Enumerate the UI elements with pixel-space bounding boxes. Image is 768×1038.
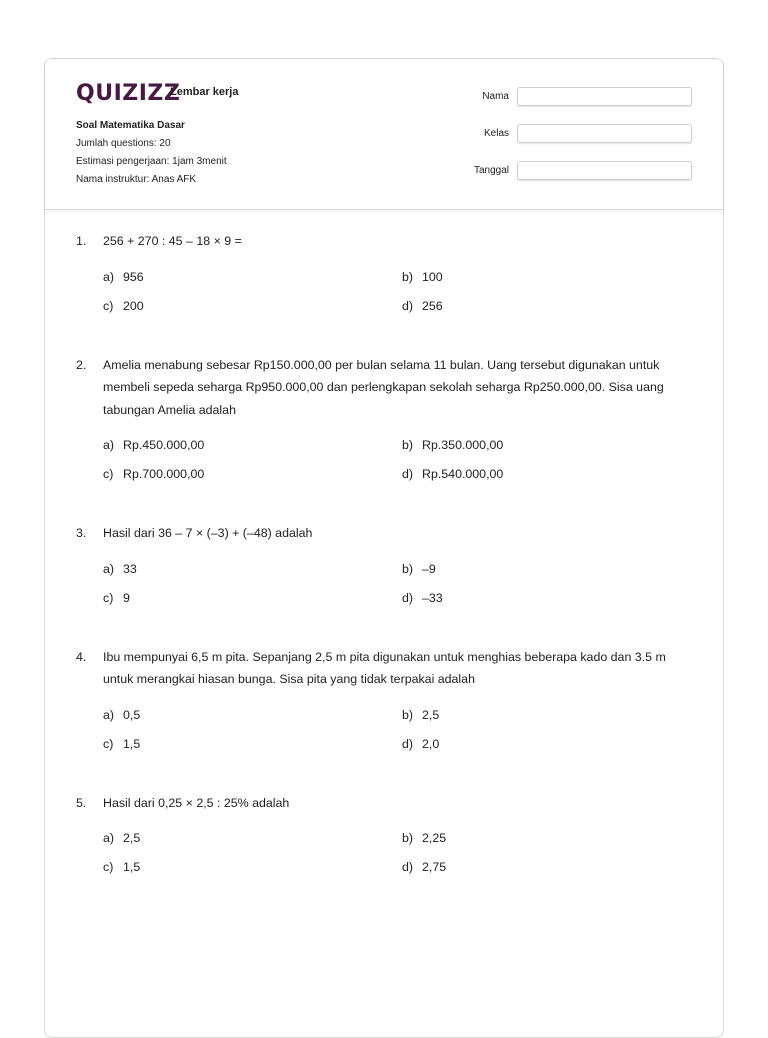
option-d[interactable]: d) 2,75 xyxy=(402,860,447,874)
question-prompt: Hasil dari 36 – 7 × (–3) + (–48) adalah xyxy=(103,526,313,540)
option-c[interactable]: c) 200 xyxy=(103,298,144,313)
option-b[interactable]: b) –9 xyxy=(402,561,436,576)
answer-options xyxy=(103,435,696,484)
worksheet-title: Soal Matematika Dasar xyxy=(76,120,185,131)
worksheet-header xyxy=(45,59,723,210)
question-number: 2. xyxy=(76,357,87,372)
answer-options xyxy=(103,705,696,754)
question-number: 4. xyxy=(76,649,87,664)
date-field[interactable] xyxy=(517,161,692,180)
option-a[interactable]: a) 2,5 xyxy=(103,831,141,845)
option-b[interactable]: b) 2,5 xyxy=(402,707,440,722)
question-2 xyxy=(76,354,696,485)
question-prompt: Amelia menabung sebesar Rp150.000,00 per bulan selama 11 bulan. Uang tersebut digunakan untuk membeli sepeda seharga Rp950.000,00 dan perlengkapan sekolah seharga Rp250.000,00. Sisa uang tabungan Amelia adalah xyxy=(103,357,664,417)
option-a[interactable]: a) Rp.450.000,00 xyxy=(103,438,205,452)
option-d[interactable]: d) 256 xyxy=(402,298,443,313)
name-label: Nama xyxy=(482,91,509,102)
question-prompt: Hasil dari 0,25 × 2,5 : 25% adalah xyxy=(103,795,290,810)
option-b[interactable]: b) 100 xyxy=(402,269,443,284)
question-number: 3. xyxy=(76,526,87,540)
option-d[interactable]: d) Rp.540.000,00 xyxy=(402,467,504,481)
question-text xyxy=(76,646,696,691)
time-estimate: Estimasi pengerjaan: 1jam 3menit xyxy=(76,156,227,167)
option-c[interactable]: c) 1,5 xyxy=(103,860,141,874)
question-text xyxy=(76,354,696,422)
answer-options xyxy=(103,559,696,608)
question-3 xyxy=(76,522,696,608)
question-text xyxy=(76,792,696,815)
question-number: 1. xyxy=(76,234,87,248)
worksheet-label: Lembar kerja xyxy=(170,86,239,98)
question-4 xyxy=(76,646,696,754)
option-a[interactable]: a) 33 xyxy=(103,561,137,576)
option-c[interactable]: c) Rp.700.000,00 xyxy=(103,467,205,481)
option-c[interactable]: c) 9 xyxy=(103,590,130,605)
question-text xyxy=(76,522,696,545)
question-number: 5. xyxy=(76,795,87,810)
instructor-name: Nama instruktur: Anas AFK xyxy=(76,174,197,185)
option-d[interactable]: d) 2,0 xyxy=(402,736,440,751)
question-1 xyxy=(76,230,696,316)
name-field[interactable] xyxy=(517,87,692,106)
question-count: Jumlah questions: 20 xyxy=(76,138,171,149)
class-label: Kelas xyxy=(483,128,509,139)
option-b[interactable]: b) 2,25 xyxy=(402,831,447,845)
option-d[interactable]: d) –33 xyxy=(402,590,443,605)
quizizz-logo: QUIZIZZ xyxy=(76,81,181,106)
class-field[interactable] xyxy=(517,124,692,143)
answer-options xyxy=(103,267,696,316)
question-text xyxy=(76,230,696,253)
option-b[interactable]: b) Rp.350.000,00 xyxy=(402,438,504,452)
question-5 xyxy=(76,792,696,878)
option-c[interactable]: c) 1,5 xyxy=(103,736,141,751)
question-prompt: 256 + 270 : 45 – 18 × 9 = xyxy=(103,234,242,248)
option-a[interactable]: a) 0,5 xyxy=(103,707,141,722)
answer-options xyxy=(103,828,696,877)
question-prompt: Ibu mempunyai 6,5 m pita. Sepanjang 2,5 m pita digunakan untuk menghias beberapa kado dan 3.5 m untuk merangkai hiasan bunga. Sisa pita yang tidak terpakai adalah xyxy=(103,649,666,686)
question-list xyxy=(76,230,696,915)
option-a[interactable]: a) 956 xyxy=(103,269,144,284)
date-label: Tanggal xyxy=(473,165,509,176)
